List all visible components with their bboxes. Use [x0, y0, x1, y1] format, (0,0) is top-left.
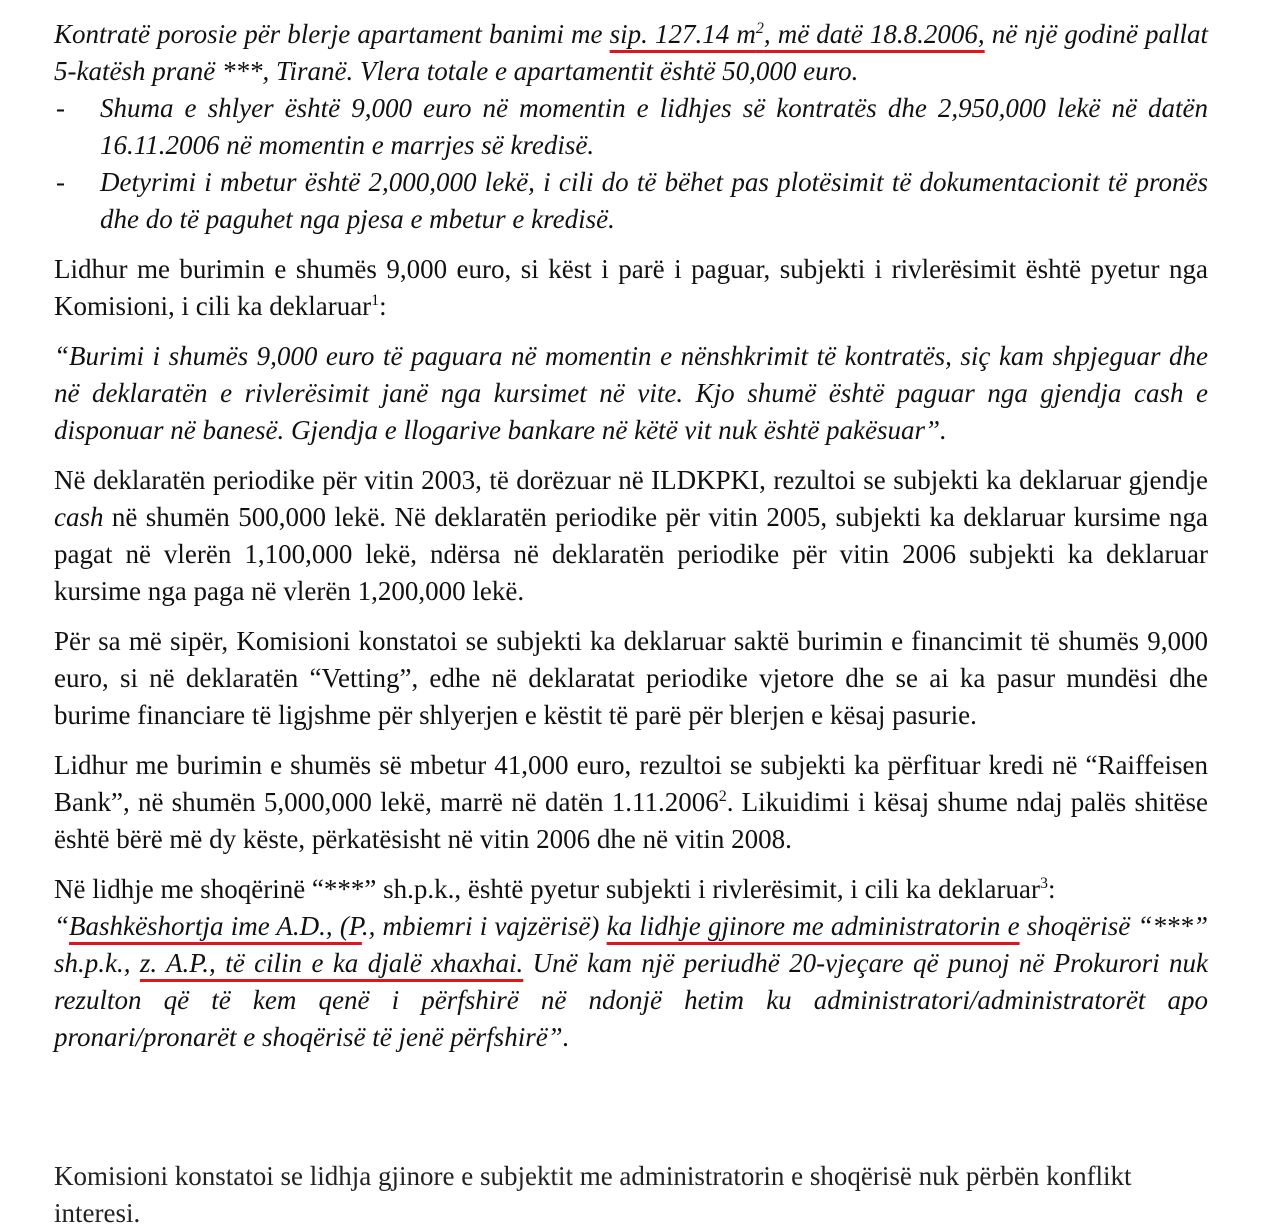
periodic-declarations-paragraph: [54, 462, 1208, 610]
paragraph-text: Në lidhje me shoqërinë “***” sh.p.k., është pyetur subjekti i rivlerësimit, i cili ka deklaruar: [54, 874, 1040, 904]
paragraph-text: Në deklaratën periodike për vitin 2003, të dorëzuar në ILDKPKI, rezultoi se subjekti ka deklaruar gjendje: [54, 465, 1208, 495]
paragraph-text-end: në shumën 500,000 lekë. Në deklaratën periodike për vitin 2005, subjekti ka deklaruar kursime nga pagat në vlerën 1,100,000 lekë, ndërsa në deklaratën periodike për vitin 2006 subjekti ka deklaruar kursime nga paga në vlerën 1,200,000 lekë.: [54, 502, 1208, 606]
footnote-ref: 2: [718, 788, 727, 805]
apartment-contract-paragraph: [54, 16, 1208, 90]
cousin-underlined: z. A.P., të cilin e ka djalë xhaxhai.: [139, 948, 524, 978]
bullet-text: Detyrimi i mbetur është 2,000,000 lekë, i cili do të bëhet pas plotësimit të dokumentacionit të pronës dhe do të paguhet nga pjesa e mbetur e kredisë.: [100, 167, 1208, 234]
spouse-underlined: Bashkëshortja ime A.D., (P: [69, 911, 362, 941]
intro-text: Kontratë porosie për blerje apartament banimi me: [54, 19, 610, 49]
company-question-paragraph: [54, 871, 1208, 1056]
declaration-quote-1: “Burimi i shumës 9,000 euro të paguara në momentin e nënshkrimit të kontratës, siç kam shpjeguar dhe në deklaratën e rivlerësimit janë nga kursimet në vite. Kjo shumë është paguar nga gjendja cash e disponuar në banesë. Gjendja e llogarive bankare në këtë vit nuk është pakësuar”.: [54, 341, 1208, 445]
document-page: [54, 16, 1208, 1056]
loan-paragraph: [54, 747, 1208, 858]
payment-bullet-list: [54, 90, 1208, 238]
quote-open: “: [54, 911, 70, 941]
intro-text-end: në një godinë pallat 5-katësh pranë ***, Tiranë. Vlera totale e apartamentit është 50,000 euro.: [54, 19, 1209, 86]
paragraph-text-end: . Likuidimi i kësaj shume ndaj palës shitëse është bërë më dy këste, përkatësisht në vitin 2006 dhe në vitin 2008.: [54, 787, 1209, 854]
commission-finding-paragraph: Për sa më sipër, Komisioni konstatoi se subjekti ka deklaruar saktë burimin e financimit të shumës 9,000 euro, si në deklaratën “Vetting”, edhe në deklaratat periodike vjetore dhe se ai ka pasur mundësi dhe burime financiare të ligjshme për shlyerjen e këstit të parë për blerjen e kësaj pasurie.: [54, 626, 1208, 730]
paragraph-colon: :: [379, 291, 387, 321]
bullet-text: Shuma e shlyer është 9,000 euro në momentin e lidhjes së kontratës dhe 2,950,000 lekë në datën 16.11.2006 në momentin e marrjes së kredisë.: [100, 93, 1208, 160]
bullet-item: [54, 164, 1208, 238]
bullet-item: [54, 90, 1208, 164]
declaration-quote-2: [54, 911, 1208, 1052]
kinship-underlined: ka lidhje gjinore me administratorin e: [606, 911, 1020, 941]
cut-line-text: Komisioni konstatoi se lidhja gjinore e subjektit me administratorin e shoqërisë nuk përbën konflikt interesi.: [54, 1161, 1132, 1228]
area-superscript: 2: [755, 20, 764, 37]
source-question-paragraph: [54, 251, 1208, 325]
footnote-ref: 1: [371, 292, 380, 309]
footnote-ref: 3: [1039, 875, 1048, 892]
paragraph-text: Lidhur me burimin e shumës 9,000 euro, si këst i parë i paguar, subjekti i rivlerësimit është pyetur nga Komisioni, i cili ka deklaruar: [54, 254, 1208, 321]
bullet-dash: -: [56, 93, 65, 123]
area-underlined: sip. 127.14 $m^2$: [609, 19, 764, 49]
quote-text-end: Unë kam një periudhë 20-vjeçare që punoj në Prokurori nuk rezulton që të kem qenë i përfshirë në ndonjë hetim ku administratori/administratorët apo pronari/pronarët e shoqërisë të jenë përfshirë”.: [54, 948, 1209, 1052]
date-underlined: , më datë 18.8.2006,: [763, 19, 985, 49]
paragraph-text: Lidhur me burimin e shumës së mbetur 41,000 euro, rezultoi se subjekti ka përfituar kredi në “Raiffeisen Bank”, në shumën 5,000,000 lekë, marrë në datën 1.11.2006: [54, 750, 1208, 817]
bullet-dash: -: [56, 167, 65, 197]
quote-text: shoqërisë “***” sh.p.k.,: [54, 911, 1208, 978]
cut-off-next-line: [54, 1158, 1208, 1228]
quote-text: ., mbiemri i vajzërisë): [361, 911, 607, 941]
paragraph-colon: :: [1047, 874, 1056, 904]
cash-italic: cash: [54, 502, 104, 532]
